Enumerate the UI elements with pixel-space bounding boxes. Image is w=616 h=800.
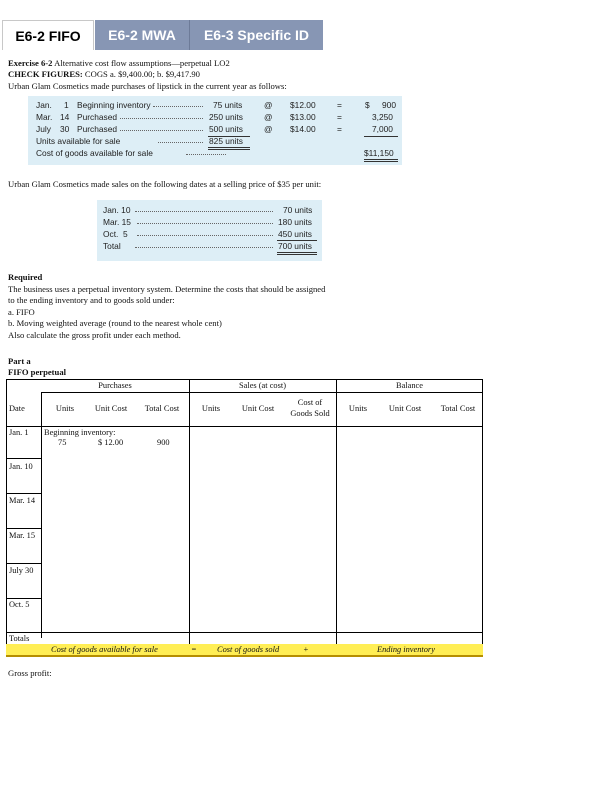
purchase-at: @ <box>264 124 273 134</box>
col-total-cost: Total Cost <box>144 404 180 413</box>
col-unit-cost: Unit Cost <box>388 404 422 413</box>
grid-line <box>7 563 41 564</box>
cost-available-label: Cost of goods available for sale <box>36 148 153 158</box>
purchase-at: @ <box>264 100 273 110</box>
required-line: Also calculate the gross profit under each method. <box>8 329 181 340</box>
leader-dots <box>153 100 203 107</box>
purchases-table <box>28 96 402 165</box>
exercise-description: Alternative cost flow assumptions—perpetual LO2 <box>52 58 230 68</box>
col-cost-of: Cost of <box>297 398 323 407</box>
col-date: Date <box>9 404 25 413</box>
purchase-cost: $13.00 <box>290 112 316 122</box>
sheet-tabs <box>0 20 330 50</box>
leader-dots <box>120 124 203 131</box>
required-line: b. Moving weighted average (round to the nearest whole cent) <box>8 318 222 328</box>
group-sales: Sales (at cost) <box>239 381 286 390</box>
grid-line <box>7 426 482 427</box>
sales-intro: Urban Glam Cosmetics made sales on the following dates at a selling price of $35 per unit: <box>8 179 322 189</box>
sales-total-value: 700 units <box>278 241 312 251</box>
grid-line <box>7 632 482 633</box>
purchase-desc: Beginning inventory <box>77 100 151 110</box>
part-subtitle: FIFO perpetual <box>8 367 67 377</box>
purchase-desc: Purchased <box>77 124 118 134</box>
row-date: Jan. 1 <box>9 428 29 437</box>
summary-cogs: Cost of goods sold <box>217 645 280 654</box>
sales-double-underline <box>277 252 317 255</box>
tab-e6-2-fifo[interactable]: E6-2 FIFO <box>2 20 94 50</box>
beginning-units: 75 <box>58 438 67 447</box>
purchase-eq: = <box>337 124 342 134</box>
sale-date: Jan. 10 <box>103 205 131 215</box>
purchase-month: Mar. <box>36 112 53 122</box>
leader-dots <box>137 217 273 224</box>
sale-date: Mar. 15 <box>103 217 131 227</box>
row-date: Jan. 10 <box>9 462 33 471</box>
summary-available: Cost of goods available for sale <box>51 645 158 654</box>
purchase-month: July <box>36 124 51 134</box>
cost-flow-summary <box>6 644 483 657</box>
sale-units: 70 units <box>283 205 313 215</box>
purchase-dollar: $ <box>365 100 370 110</box>
cost-available-value: $11,150 <box>364 148 394 158</box>
leader-dots <box>137 229 273 236</box>
sales-total-label: Total <box>103 241 121 251</box>
summary-ending: Ending inventory <box>377 645 435 654</box>
col-units: Units <box>348 404 368 413</box>
grid-line <box>336 380 337 650</box>
purchase-units: 75 units <box>213 100 243 110</box>
units-available-value: 825 units <box>209 136 243 146</box>
group-purchases: Purchases <box>98 381 132 390</box>
purchase-eq: = <box>337 112 342 122</box>
purchase-day: 30 <box>60 124 70 134</box>
leader-dots <box>135 205 273 212</box>
required-line: a. FIFO <box>8 306 35 317</box>
purchase-month: Jan. <box>36 100 52 110</box>
fifo-perpetual-table <box>6 379 483 651</box>
purchase-desc: Purchased <box>77 112 118 122</box>
grid-line <box>41 392 42 638</box>
grid-line <box>41 392 482 393</box>
tab-e6-3-specific-id[interactable]: E6-3 Specific ID <box>189 20 323 50</box>
row-date: Mar. 14 <box>9 496 36 505</box>
grid-line <box>7 458 41 459</box>
exercise-title <box>8 58 230 68</box>
grid-line <box>7 528 41 529</box>
exercise-number: Exercise 6-2 <box>8 58 53 68</box>
purchase-total: 7,000 <box>372 124 393 134</box>
required-line: to the ending inventory and to goods sold under: <box>8 295 175 305</box>
grid-line <box>189 380 190 650</box>
col-units: Units <box>55 404 75 413</box>
summary-equals: = <box>191 645 197 654</box>
col-goods-sold: Goods Sold <box>290 409 330 418</box>
sales-table <box>97 200 322 261</box>
units-available-label: Units available for sale <box>36 136 121 146</box>
sale-units: 180 units <box>278 217 312 227</box>
sale-units: 450 units <box>278 229 312 239</box>
required-heading: Required <box>8 272 43 282</box>
purchases-intro: Urban Glam Cosmetics made purchases of lipstick in the current year as follows: <box>8 81 287 91</box>
purchase-total: 3,250 <box>372 112 393 122</box>
required-section <box>8 272 325 341</box>
beginning-inventory-label: Beginning inventory: <box>44 428 116 437</box>
sale-date: Oct. 5 <box>103 229 128 239</box>
grid-line <box>7 493 41 494</box>
col-total-cost: Total Cost <box>440 404 476 413</box>
check-figures-label: CHECK FIGURES: <box>8 69 83 79</box>
leader-dots <box>186 148 226 155</box>
col-unit-cost: Unit Cost <box>241 404 275 413</box>
required-line: The business uses a perpetual inventory system. Determine the costs that should be assigned <box>8 283 326 294</box>
purchase-cost: $14.00 <box>290 124 316 134</box>
purchase-day: 1 <box>64 100 69 110</box>
beginning-total-cost: 900 <box>157 438 170 447</box>
purchase-total: 900 <box>382 100 396 110</box>
purchase-cost: $12.00 <box>290 100 316 110</box>
group-balance: Balance <box>396 381 423 390</box>
row-totals: Totals <box>9 634 30 643</box>
check-figures-values: COGS a. $9,400.00; b. $9,417.90 <box>82 69 200 79</box>
tab-e6-2-mwa[interactable]: E6-2 MWA <box>95 20 189 50</box>
row-date: July 30 <box>9 566 34 575</box>
grid-line <box>7 598 41 599</box>
row-date: Oct. 5 <box>9 600 30 609</box>
leader-dots <box>120 112 203 119</box>
cost-underline <box>364 136 398 137</box>
beginning-unit-cost: $ 12.00 <box>98 438 124 447</box>
purchase-eq: = <box>337 100 342 110</box>
check-figures <box>8 69 200 79</box>
col-unit-cost: Unit Cost <box>94 404 128 413</box>
purchase-day: 14 <box>60 112 70 122</box>
part-title: Part a <box>8 356 31 366</box>
purchase-units: 500 units <box>209 124 243 134</box>
cost-double-underline <box>364 159 398 162</box>
leader-dots <box>135 241 273 248</box>
purchase-at: @ <box>264 112 273 122</box>
purchase-units: 250 units <box>209 112 243 122</box>
row-date: Mar. 15 <box>9 531 36 540</box>
col-units: Units <box>201 404 221 413</box>
leader-dots <box>158 136 203 143</box>
summary-plus: + <box>303 645 309 654</box>
gross-profit-label: Gross profit: <box>8 668 52 678</box>
